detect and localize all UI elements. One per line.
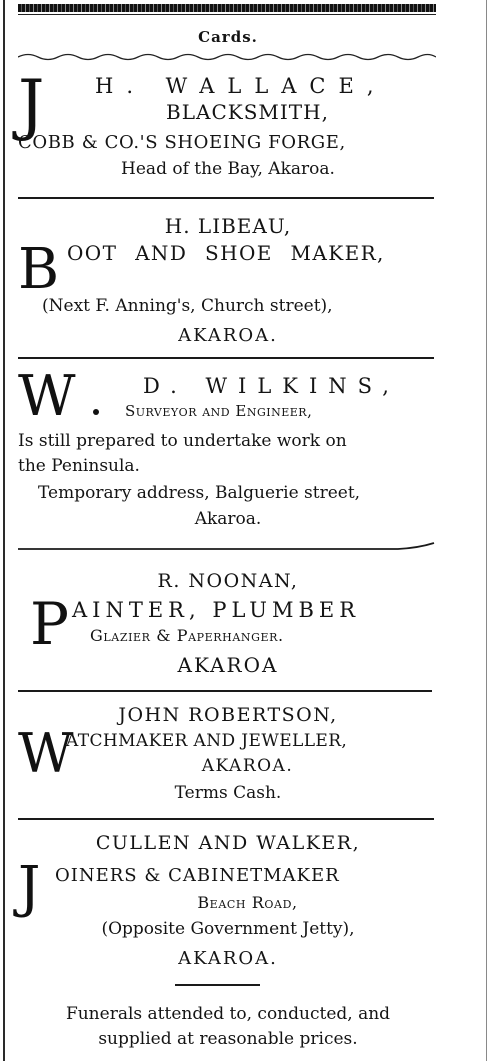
ad-text-line: the Peninsula. bbox=[18, 456, 140, 476]
drop-cap: J bbox=[18, 855, 41, 920]
short-divider bbox=[175, 984, 260, 986]
divider-rule bbox=[18, 818, 434, 820]
ad-name: JOHN ROBERTSON, bbox=[118, 704, 338, 726]
ad-trade: BLACKSMITH, bbox=[166, 100, 329, 124]
top-ornamental-border bbox=[18, 4, 436, 12]
drop-cap: B bbox=[18, 237, 60, 302]
ad-trade: ATCHMAKER AND JEWELLER, bbox=[66, 731, 348, 751]
ad-town: Akaroa. bbox=[194, 509, 262, 529]
drop-cap: P bbox=[30, 590, 70, 658]
ad-town: AKAROA. bbox=[201, 756, 294, 776]
divider-rule bbox=[18, 540, 436, 550]
ad-text-line: Funerals attended to, conducted, and bbox=[65, 1004, 391, 1024]
ad-text-line: supplied at reasonable prices. bbox=[98, 1029, 358, 1049]
section-heading: Cards. bbox=[198, 28, 258, 46]
ad-business: COBB & CO.'S SHOEING FORGE, bbox=[18, 132, 346, 153]
left-column-rule bbox=[3, 0, 5, 1061]
ad-name: H. LIBEAU, bbox=[164, 214, 292, 238]
ad-name: D. WILKINS, bbox=[143, 374, 400, 398]
right-column-rule bbox=[486, 0, 487, 1061]
initial-period bbox=[93, 409, 99, 415]
ad-text-line: Is still prepared to undertake work on bbox=[18, 431, 347, 451]
divider-rule bbox=[18, 690, 432, 692]
ad-address-note: (Opposite Government Jetty), bbox=[101, 919, 355, 939]
ad-trade: OOT AND SHOE MAKER, bbox=[67, 241, 385, 265]
ad-town: AKAROA. bbox=[178, 325, 278, 346]
drop-cap: W bbox=[18, 722, 74, 785]
ad-address: Beach Road, bbox=[197, 893, 298, 912]
drop-cap: J bbox=[18, 66, 45, 143]
ad-trade: Surveyor and Engineer, bbox=[125, 402, 313, 420]
ad-address: Head of the Bay, Akaroa. bbox=[121, 159, 335, 179]
ad-trade: OINERS & CABINETMAKER bbox=[55, 865, 340, 886]
ad-town: AKAROA bbox=[177, 653, 279, 677]
ad-name: CULLEN AND WALKER, bbox=[95, 832, 361, 854]
divider-rule bbox=[18, 357, 434, 359]
ad-trade-sub: Glazier & Paperhanger. bbox=[90, 626, 284, 645]
ad-terms: Terms Cash. bbox=[174, 783, 282, 803]
top-rule bbox=[18, 14, 436, 15]
ad-name: H. WALLACE, bbox=[95, 74, 387, 98]
wavy-divider bbox=[18, 52, 436, 62]
ad-address: Temporary address, Balguerie street, bbox=[38, 483, 361, 503]
divider-rule bbox=[18, 197, 434, 199]
ad-address: (Next F. Anning's, Church street), bbox=[42, 296, 333, 316]
ad-name: R. NOONAN, bbox=[157, 570, 299, 592]
ad-trade: AINTER, PLUMBER bbox=[72, 598, 361, 622]
drop-cap: W bbox=[18, 364, 76, 429]
ad-town: AKAROA. bbox=[178, 948, 278, 969]
